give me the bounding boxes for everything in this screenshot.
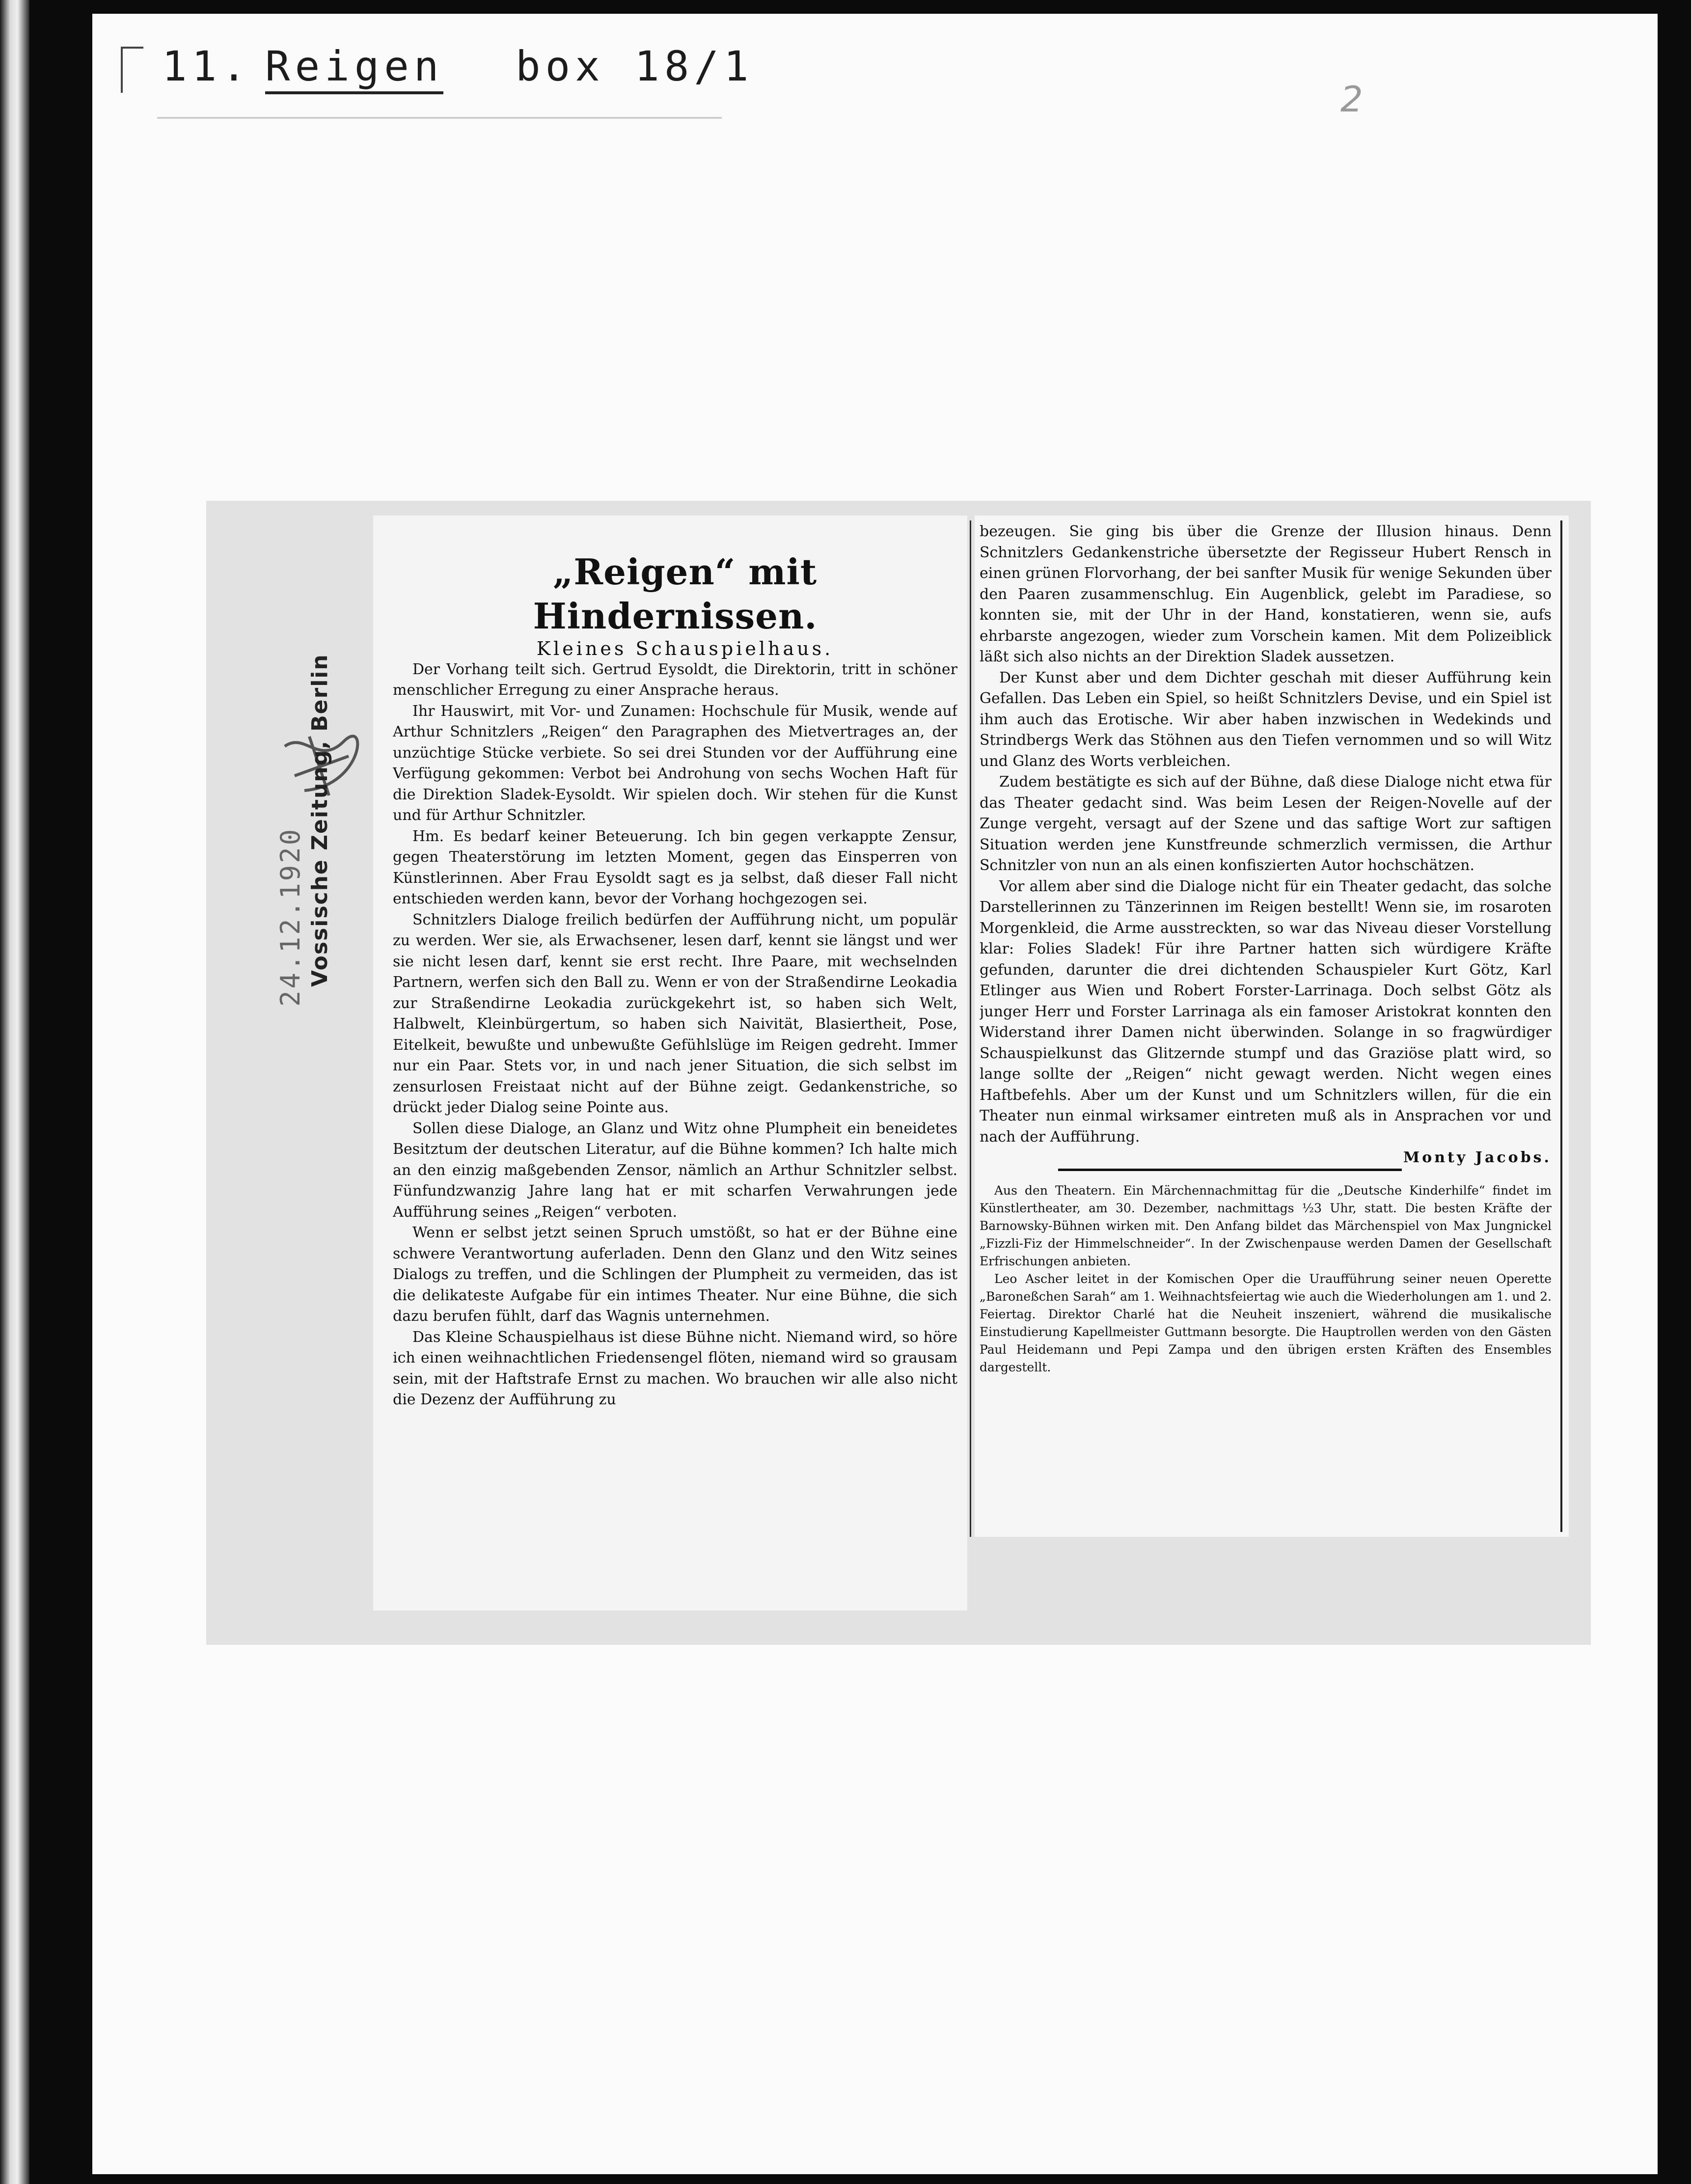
article-paragraph: Zudem bestätigte es sich auf der Bühne, daß diese Dialoge nicht etwa für das Theater gedacht sind. Was beim Lesen der Reigen-Novelle auf der Zunge vergeht, versagt auf der Szene und das saftige Wort zur saftigen Situation werden jene Kunstfreunde schmerzlich vermissen, die Arthur Schnitzler von nun an als einen konfiszierten Autor hochschätzen. (980, 773, 1552, 874)
theater-note: Aus den Theatern. Ein Märchennachmittag für die „Deutsche Kinderhilfe“ findet im Künstlertheater, am 30. Dezember, nachmittags ½3 Uhr, statt. Die besten Kräfte der Barnowsky-Bühnen wirken mit. Den Anfang bildet das Märchenspiel von Max Jungnickel „Fizzli-Fiz der Himmelschneider“. In der Zwischenpause werden Damen der Gesellschaft Erfrischungen anbieten. (980, 1183, 1552, 1268)
stamp-newspaper-name: Vossische Zeitung, Berlin (307, 654, 332, 987)
corner-mark (121, 47, 143, 93)
stamp-date: 24.12.1920 (275, 827, 306, 1007)
section-separator (1058, 1169, 1402, 1171)
article-headline: „Reigen“ mit Hindernissen. (533, 551, 818, 637)
header-number: 11. (162, 42, 251, 90)
article-subhead: Kleines Schauspielhaus. (536, 638, 834, 659)
article-left-column (393, 550, 957, 1606)
article-paragraph: Schnitzlers Dialoge freilich bedürfen der Aufführung nicht, um populär zu werden. Wer sie, als Erwachsener, lesen darf, kennt sie längst und wer sie nicht lesen darf, kennt sie erst recht. Ihre Paare, mit wechselnden Partnern, werfen sich den Ball zu. Wenn er von der Straßendirne Leokadia zur Straßendirne Leokadia zurückgekehrt ist, so haben sich Welt, Halbwelt, Kleinbürgertum, so haben sich Naivität, Blasiertheit, Pose, Eitelkeit, bewußte und unbewußte Gefühlslüge im Reigen gedreht. Immer nur ein Paar. Stets vor, in und nach jener Situation, die sich selbst im zensurlosen Freistaat nicht auf der Bühne zeigt. Gedankenstriche, so drückt jeder Dialog seine Pointe aus. (393, 911, 957, 1116)
theater-note: Leo Ascher leitet in der Komischen Oper die Uraufführung seiner neuen Operette „Baroneßchen Sarah“ am 1. Weihnachtsfeiertag wie auch die Wiederholungen am 1. und 2. Feiertag. Direktor Charlé hat die Neuheit inszeniert, während die musikalische Einstudierung Kapellmeister Guttmann besorgte. Die Hauptrollen werden von den Gästen Paul Heidemann und Pepi Zampa und den übrigen ersten Kräften des Ensembles dargestellt. (980, 1271, 1552, 1374)
article-paragraph: bezeugen. Sie ging bis über die Grenze der Illusion hinaus. Denn Schnitzlers Gedankenstriche übersetzte der Regisseur Hubert Rensch in einen grünen Florvorhang, der bei sanfter Musik für wenige Sekunden über den Paaren zusammenschlug. Ein Augenblick, gelebt im Paradiese, so konnten sie, mit der Uhr in der Hand, konstatieren, wenn sie, aufs ehrbarste angezogen, wieder zum Vorschein kamen. Mit dem Polizeiblick läßt sich also nichts an der Direktion Sladek aussetzen. (980, 523, 1552, 665)
article-paragraph: Hm. Es bedarf keiner Beteuerung. Ich bin gegen verkappte Zensur, gegen Theaterstörung im letzten Moment, gegen das Einsperren von Künstlerinnen. Aber Frau Eysoldt sagt es ja selbst, daß dieser Fall nicht entschieden werden kann, bevor der Vorhang hochgezogen sei. (393, 827, 957, 907)
adjacent-page-edge (0, 0, 29, 2184)
article-paragraph: Das Kleine Schauspielhaus ist diese Bühne nicht. Niemand wird, so höre ich einen weihnachtlichen Friedensengel flöten, niemand wird so grausam sein, mit der Haftstrafe Ernst zu machen. Wo brauchen wir alle also nicht die Dezenz der Aufführung zu (393, 1328, 957, 1408)
article-paragraph: Vor allem aber sind die Dialoge nicht für ein Theater gedacht, das solche Darstellerinnen zu Tänzerinnen im Reigen bestellt! Wenn sie, im rosaroten Morgenkleid, die Arme ausstreckten, so war das Niveau dieser Vorstellung klar: Folies Sladek! Für ihre Partner hatten sich würdigere Kräfte gefunden, darunter die drei dichtenden Schauspieler Kurt Götz, Karl Etlinger aus Wien und Robert Forster-Larrinaga. Doch selbst Götz als junger Herr und Forster Larrinaga als ein famoser Aristokrat konnten den Widerstand ihrer Damen nicht überwinden. Solange in so fragwürdiger Schauspielkunst das Glitzernde stumpf und das Graziöse platt wird, so lange sollte der „Reigen“ nicht gewagt werden. Nicht wegen eines Haftbefehls. Aber um der Kunst und um Schnitzlers willen, für die ein Theater nun einmal wirksamer eintreten muß als in Ansprachen vor und nach der Aufführung. (980, 877, 1552, 1146)
theater-notes (980, 1182, 1552, 1376)
clipping-right-edge (1560, 520, 1562, 1532)
article-right-column (980, 521, 1552, 1533)
article-author: Monty Jacobs. (1403, 1149, 1552, 1166)
article-paragraph: Sollen diese Dialoge, an Glanz und Witz ohne Plumpheit ein beneidetes Besitztum der deutschen Literatur, auf die Bühne kommen? Ich halte mich an den einzig maßgebenden Zensor, nämlich an Arthur Schnitzler selbst. Fünfundzwanzig Jahre lang hat er mit scharfen Verwahrungen jede Aufführung seines „Reigen“ verboten. (393, 1119, 957, 1221)
article-paragraph: Ihr Hauswirt, mit Vor- und Zunamen: Hochschule für Musik, wende auf Arthur Schnitzlers „Reigen“ den Paragraphen des Mietvertrages an, der unzüchtige Stücke verbiete. So sei drei Stunden vor der Aufführung eine Verfügung gekommen: Verbot bei Androhung von sechs Wochen Haft für die Direktion Sladek-Eysoldt. Wir spielen doch. Wir stehen für die Kunst und für Arthur Schnitzler. (393, 702, 957, 824)
article-paragraph: Der Vorhang teilt sich. Gertrud Eysoldt, die Direktorin, tritt in schöner menschlicher Erregung zu einer Ansprache heraus. (393, 660, 957, 699)
header-box-label: box 18/1 (516, 42, 754, 90)
header-title: Reigen (265, 42, 443, 94)
article-paragraph: Wenn er selbst jetzt seinen Spruch umstößt, so hat er der Bühne eine schwere Verantwortung auferladen. Denn den Glanz und den Witz seines Dialogs zu treffen, und die Schlingen der Plumpheit zu vermeiden, das ist die delikateste Aufgabe für ein intimes Theater. Nur eine Bühne, die sich dazu berufen fühlt, darf das Wagnis unternehmen. (393, 1224, 957, 1325)
article-paragraph: Der Kunst aber und dem Dichter geschah mit dieser Aufführung kein Gefallen. Das Leben ein Spiel, so heißt Schnitzlers Devise, und ein Spiel ist ihm auch das Erotische. Wir aber haben inzwischen in Wedekinds und Strindbergs Werk das Stöhnen aus den Tiefen vernommen und so will Witz und Glanz des Worts verbleichen. (980, 669, 1552, 770)
newspaper-stamp (275, 654, 334, 1007)
column-divider (970, 520, 971, 1537)
pencil-page-number: 2 (1340, 79, 1363, 120)
header-rule (157, 117, 722, 119)
